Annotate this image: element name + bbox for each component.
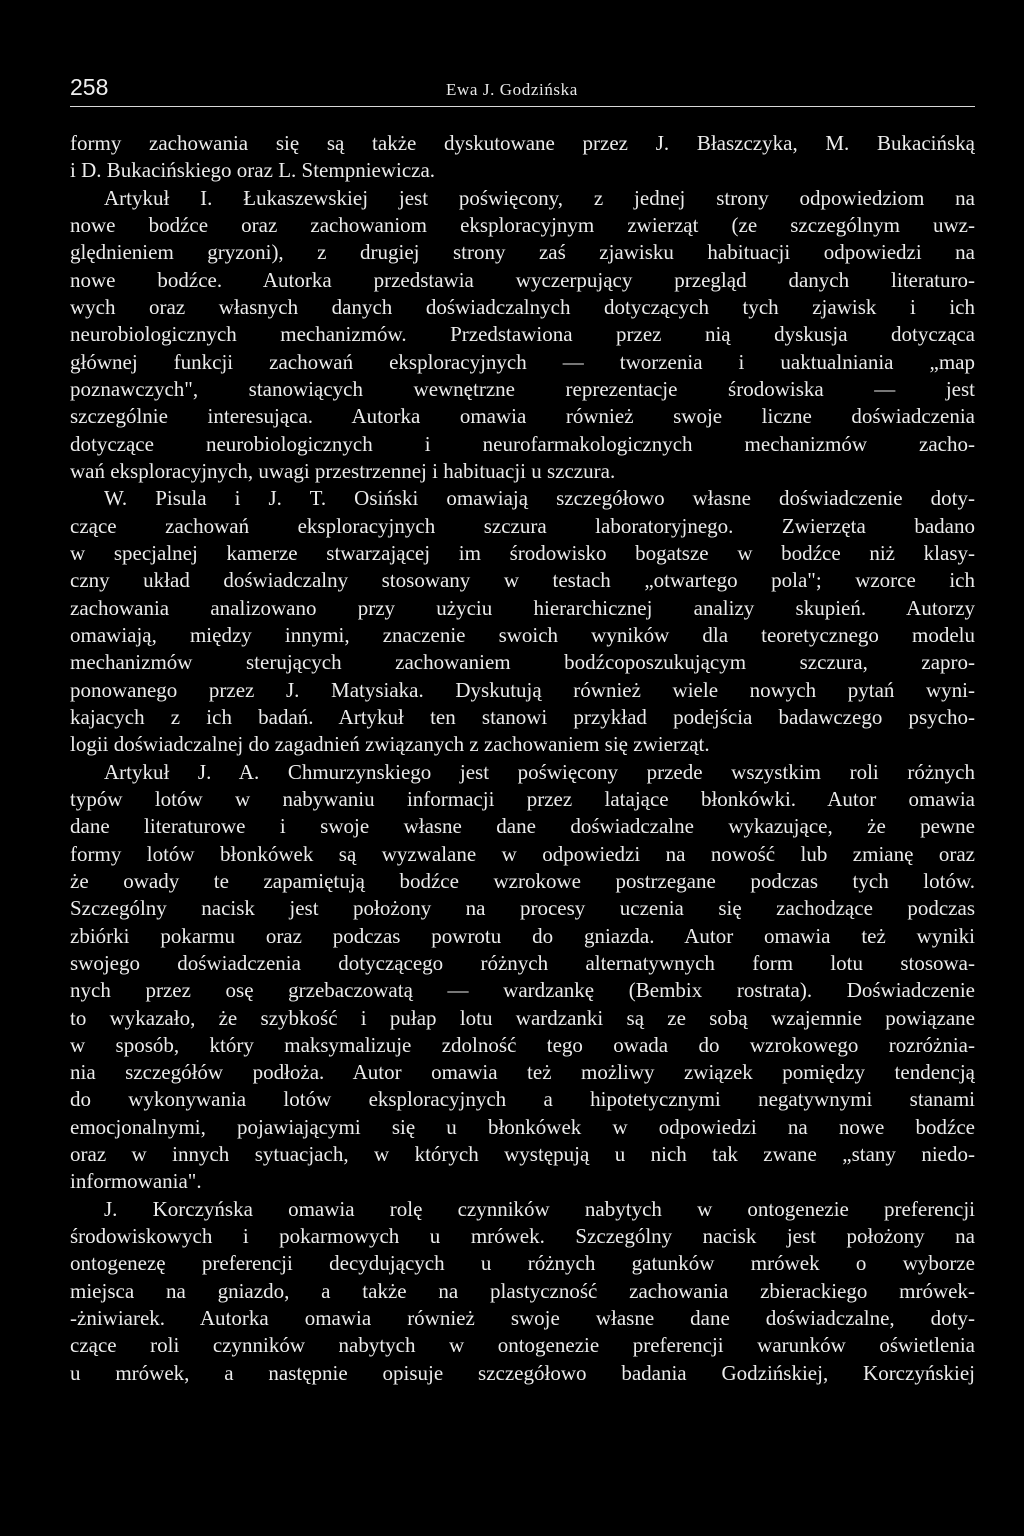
- text-line: czące zachowań eksploracyjnych szczura laboratoryjnego. Zwierzęta badano: [70, 513, 975, 538]
- text-line: swojego doświadczenia dotyczącego różnych alternatywnych form lotu stosowa-: [70, 950, 975, 975]
- text-line: wych oraz własnych danych doświadczalnych dotyczących tych zjawisk i ich: [70, 294, 975, 319]
- text-line: neurobiologicznych mechanizmów. Przedstawiona przez nią dyskusja dotycząca: [70, 322, 975, 347]
- text-line: formy lotów błonkówek są wyzwalane w odpowiedzi na nowość lub zmianę oraz: [70, 841, 975, 866]
- text-line: głównej funkcji zachowań eksploracyjnych — tworzenia i uaktualniania „map: [70, 349, 975, 374]
- text-line: szczególnie interesująca. Autorka omawia również swoje liczne doświadczenia: [70, 404, 975, 429]
- text-line: zbiórki pokarmu oraz podczas powrotu do gniazda. Autor omawia też wyniki: [70, 923, 975, 948]
- text-line: emocjonalnymi, pojawiającymi się u błonkówek w odpowiedzi na nowe bodźce: [70, 1114, 975, 1139]
- text-line: kajacych z ich badań. Artykuł ten stanowi przykład podejścia badawczego psycho-: [70, 704, 975, 729]
- text-line: Szczególny nacisk jest położony na procesy uczenia się zachodzące podczas: [70, 896, 975, 921]
- text-line: w sposób, który maksymalizuje zdolność tego owada do wzrokowego rozróżnia-: [70, 1032, 975, 1057]
- text-line: wań eksploracyjnych, uwagi przestrzennej i habituacji u szczura.: [70, 458, 616, 483]
- text-line: dotyczące neurobiologicznych i neurofarmakologicznych mechanizmów zacho-: [70, 431, 975, 456]
- text-line: u mrówek, a następnie opisuje szczegółowo badania Godzińskiej, Korczyńskiej: [70, 1360, 975, 1385]
- text-line: do wykonywania lotów eksploracyjnych a hipotetycznymi negatywnymi stanami: [70, 1087, 975, 1112]
- text-line: środowiskowych i pokarmowych u mrówek. Szczególny nacisk jest położony na: [70, 1224, 975, 1249]
- text-line: ględnieniem gryzoni), z drugiej strony zaś zjawisku habituacji odpowiedzi na: [70, 240, 975, 265]
- text-line: informowania".: [70, 1169, 202, 1194]
- page-number: 258: [70, 74, 109, 100]
- text-line: oraz w innych sytuacjach, w których występują u nich tak zwane „stany niedo-: [70, 1142, 975, 1167]
- text-line: dane literaturowe i swoje własne dane doświadczalne wykazujące, że pewne: [70, 814, 975, 839]
- text-line: miejsca na gniazdo, a także na plastyczność zachowania zbierackiego mrówek-: [70, 1278, 975, 1303]
- text-line: Artykuł J. A. Chmurzynskiego jest poświęcony przede wszystkim roli różnych: [104, 759, 975, 784]
- text-line: zachowania analizowano przy użyciu hierarchicznej analizy skupień. Autorzy: [70, 595, 975, 620]
- text-line: poznawczych", stanowiących wewnętrzne reprezentacje środowiska — jest: [70, 376, 975, 401]
- text-line: nia szczegółów podłoża. Autor omawia też możliwy związek pomiędzy tendencją: [70, 1060, 975, 1085]
- text-line: J. Korczyńska omawia rolę czynników nabytych w ontogenezie preferencji: [104, 1196, 975, 1221]
- text-line: czące roli czynników nabytych w ontogenezie preferencji warunków oświetlenia: [70, 1333, 975, 1358]
- text-line: że owady te zapamiętują bodźce wzrokowe postrzegane podczas tych lotów.: [70, 868, 975, 893]
- text-line: w specjalnej kamerze stwarzającej im środowisko bogatsze w bodźce niż klasy-: [70, 540, 975, 565]
- text-line: W. Pisula i J. T. Osiński omawiają szczegółowo własne doświadczenie doty-: [104, 486, 975, 511]
- body-text: [70, 130, 975, 1387]
- running-header: [70, 72, 975, 107]
- text-line: typów lotów w nabywaniu informacji przez latające błonkówki. Autor omawia: [70, 786, 975, 811]
- text-line: czny układ doświadczalny stosowany w testach „otwartego pola"; wzorce ich: [70, 568, 975, 593]
- text-line: to wykazało, że szybkość i pułap lotu wardzanki są ze sobą wzajemnie powiązane: [70, 1005, 975, 1030]
- text-line: logii doświadczalnej do zagadnień związanych z zachowaniem się zwierząt.: [70, 732, 710, 757]
- text-line: nowe bodźce. Autorka przedstawia wyczerpujący przegląd danych literaturo-: [70, 267, 975, 292]
- text-line: -żniwiarek. Autorka omawia również swoje własne dane doświadczalne, doty-: [70, 1306, 975, 1331]
- text-line: nych przez osę grzebaczowatą — wardzankę (Bembix rostrata). Doświadczenie: [70, 978, 975, 1003]
- text-line: formy zachowania się są także dyskutowane przez J. Błaszczyka, M. Bukacińską: [70, 131, 975, 155]
- text-line: i D. Bukacińskiego oraz L. Stempniewicza.: [70, 158, 436, 183]
- text-line: Artykuł I. Łukaszewskiej jest poświęcony, z jednej strony odpowiedziom na: [104, 185, 975, 210]
- text-line: ontogenezę preferencji decydujących u różnych gatunków mrówek o wyborze: [70, 1251, 975, 1276]
- running-head-author: Ewa J. Godzińska: [446, 80, 578, 99]
- text-line: mechanizmów sterujących zachowaniem bodźcoposzukującym szczura, zapro-: [70, 650, 975, 675]
- text-line: ponowanego przez J. Matysiaka. Dyskutują również wiele nowych pytań wyni-: [70, 677, 975, 702]
- text-line: omawiają, między innymi, znaczenie swoich wyników dla teoretycznego modelu: [70, 622, 975, 647]
- text-line: nowe bodźce oraz zachowaniom eksploracyjnym zwierząt (ze szczególnym uwz-: [70, 212, 975, 237]
